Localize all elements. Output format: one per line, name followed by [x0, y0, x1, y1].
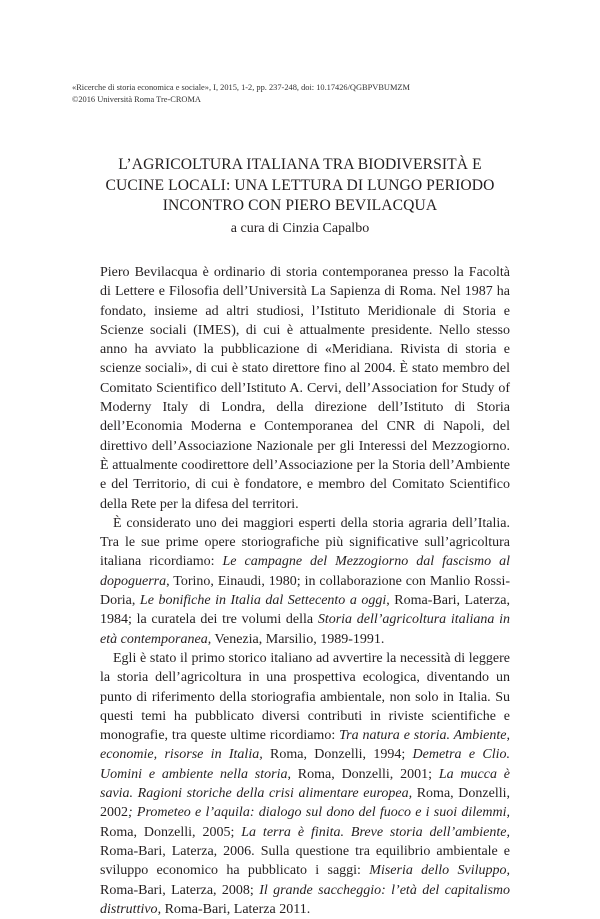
text-run: , Roma-Bari, Laterza, 1984; la curatela dei tre volumi della: [100, 593, 510, 628]
text-run: , Roma-Bari, Laterza 2011.: [157, 901, 311, 917]
text-run: Roma, Donzelli, 1994;: [262, 747, 413, 763]
article-body: [100, 263, 510, 919]
italic-title-run: La terra è finita. Breve storia dell’ambiente,: [241, 824, 510, 840]
italic-title-run: Storia dell’agricoltura italiana in età contemporanea: [100, 612, 510, 647]
paragraph-2: [100, 514, 510, 649]
editor-subtitle: a cura di Cinzia Capalbo: [230, 220, 370, 236]
text-run: Roma-Bari, Laterza, 2006. Sulla questione tra equilibrio ambientale e sviluppo economico ha pubblicato i saggi:: [100, 843, 510, 879]
text-run: , Roma, Donzelli, 2001;: [287, 766, 439, 782]
italic-title-run: Le campagne del Mezzogiorno dal fascismo al dopoguerra: [100, 554, 510, 589]
title-line-1: L’AGRICOLTURA ITALIANA TRA BIODIVERSITÀ E: [118, 156, 482, 173]
italic-title-run: Miseria dello Sviluppo,: [369, 863, 510, 879]
citation-line: «Ricerche di storia economica e sociale», I, 2015, 1-2, pp. 237-248, doi: 10.17426/QGBPVBUMZM: [72, 83, 410, 92]
text-run: Egli è stato il primo storico italiano ad avvertire la necessità di leggere la storia dell’agricoltura in una prospettiva ecologica, diventando un punto di riferimento della storiografia ambientale, non solo in Italia. Su questi temi ha pubblicato diversi contributi in riviste scientifiche e monografie, tra queste ultime ricordiamo:: [100, 650, 510, 744]
paragraph-1: Piero Bevilacqua è ordinario di storia contemporanea presso la Facoltà di Lettere e Filosofia dell’Università La Sapienza di Roma. Nel 1987 ha fondato, insieme ad altri studiosi, l’Istituto Meridionale di Storia e Scienze sociali (IMES), di cui è attualmente presidente. Nello stesso anno ha avviato la pubblicazione di «Meridiana. Rivista di storia e scienze sociali», di cui è stato direttore fino al 2004. È stato membro del Comitato Scientifico dell’Istituto A. Cervi, dell’Association for Study of Moderny Italy di Londra, della direzione dell’Istituto di Storia dell’Economia Moderna e Contemporanea del CNR di Napoli, del direttivo dell’Associazione Nazionale per gli Interessi del Mezzogiorno. È attualmente coodirettore dell’Associazione per la Storia dell’Ambiente e del Territorio, di cui è fondatore, e membro del Comitato Scientifico della Rete per la difesa del territori.: [100, 265, 510, 512]
text-run: , Torino, Einaudi, 1980; in collaborazione con Manlio Rossi-Doria,: [100, 573, 510, 609]
text-run: , Venezia, Marsilio, 1989-1991.: [207, 631, 385, 647]
article-title-block: [60, 155, 540, 239]
copyright-line: ©2016 Università Roma Tre-CROMA: [72, 95, 201, 104]
italic-title-run: ; Prometeo e l’aquila: dialogo sul dono del fuoco e i suoi dilemmi,: [128, 805, 510, 821]
text-run: Roma-Bari, Laterza, 2008;: [100, 882, 260, 898]
text-run: Roma, Donzelli, 2002: [100, 786, 510, 821]
italic-title-run: Demetra e Clio. Uomini e ambiente nella storia: [100, 747, 510, 782]
italic-title-run: Le bonifiche in Italia dal Settecento a oggi: [139, 593, 387, 609]
citation-header: [72, 82, 410, 106]
italic-title-run: La mucca è savia. Ragioni storiche della crisi alimentare europea,: [100, 766, 510, 802]
italic-title-run: Il grande saccheggio: l’età del capitalismo distruttivo: [100, 882, 510, 917]
title-line-2: CUCINE LOCALI: UNA LETTURA DI LUNGO PERIODO: [105, 176, 495, 194]
paragraph-3: [100, 649, 510, 919]
title-line-3: INCONTRO CON PIERO BEVILACQUA: [162, 197, 438, 214]
italic-title-run: Tra natura e storia. Ambiente, economie, risorse in Italia,: [100, 728, 510, 763]
text-run: Roma, Donzelli, 2005;: [100, 824, 242, 840]
text-run: È considerato uno dei maggiori esperti della storia agraria dell’Italia. Tra le sue prime opere storiografiche più significative sull’agricoltura italiana ricordiamo:: [100, 515, 510, 570]
